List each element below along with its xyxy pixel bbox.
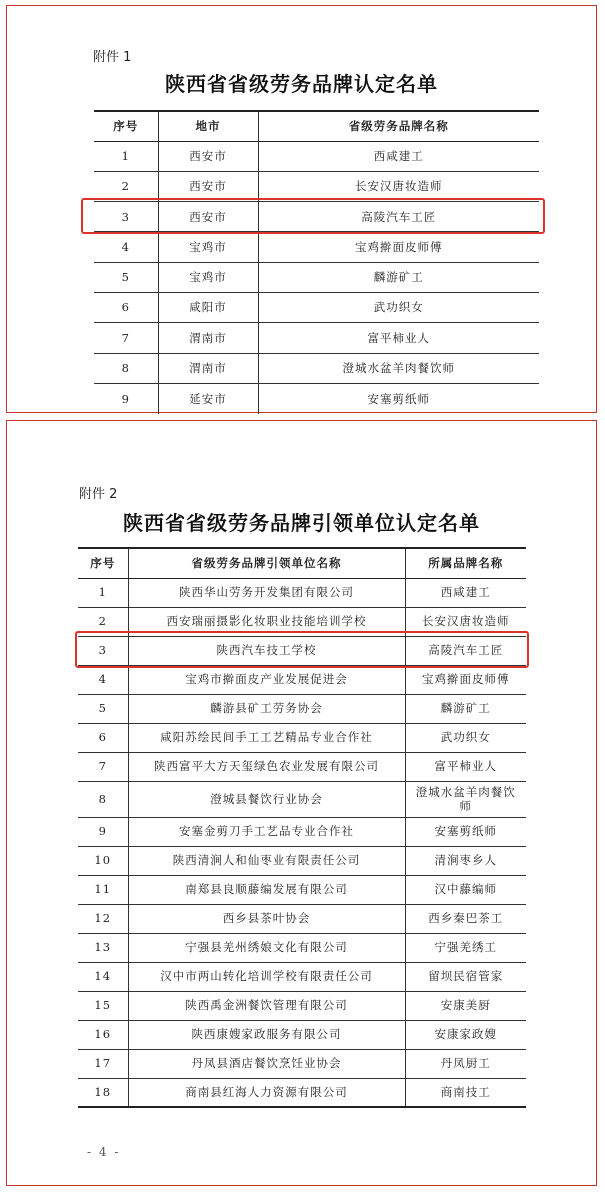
city-cell: 延安市 [158, 383, 258, 413]
serial-cell: 11 [78, 875, 128, 904]
serial-cell: 7 [94, 323, 158, 353]
brand-cell: 安康家政嫂 [405, 1020, 526, 1049]
attachment-label: 附件 1 [93, 50, 132, 65]
serial-cell: 5 [94, 262, 158, 292]
brand-cell: 长安汉唐妆造师 [258, 171, 539, 201]
page-number: - 4 - [87, 1145, 121, 1159]
serial-cell: 5 [78, 694, 128, 723]
brand-cell: 澄城水盆羊肉餐饮师 [405, 781, 526, 817]
serial-cell: 1 [94, 141, 158, 171]
table-row [78, 1020, 526, 1049]
brand-cell: 宝鸡擀面皮师傅 [258, 232, 539, 262]
serial-cell: 4 [78, 665, 128, 694]
header-serial: 序号 [94, 111, 158, 141]
unit-cell: 安塞金剪刀手工艺品专业合作社 [128, 817, 405, 846]
unit-cell: 宝鸡市擀面皮产业发展促进会 [128, 665, 405, 694]
brand-cell: 武功织女 [258, 292, 539, 322]
header-serial: 序号 [78, 548, 128, 578]
serial-cell: 6 [78, 723, 128, 752]
brand-cell: 西咸建工 [405, 578, 526, 607]
brand-cell: 安康美厨 [405, 991, 526, 1020]
unit-cell: 陕西汽车技工学校 [128, 636, 405, 665]
header-brand: 省级劳务品牌名称 [258, 111, 539, 141]
serial-cell: 8 [78, 781, 128, 817]
brand-cell: 富平柿业人 [405, 752, 526, 781]
unit-cell: 陕西富平大方天玺绿色农业发展有限公司 [128, 752, 405, 781]
brand-cell: 高陵汽车工匠 [405, 636, 526, 665]
table-row [78, 723, 526, 752]
brand-cell: 富平柿业人 [258, 323, 539, 353]
table-row [78, 781, 526, 817]
brand-cell: 汉中藤编师 [405, 875, 526, 904]
serial-cell: 16 [78, 1020, 128, 1049]
city-cell: 咸阳市 [158, 292, 258, 322]
table-row [78, 752, 526, 781]
brand-cell: 麟游矿工 [405, 694, 526, 723]
brand-cell: 安塞剪纸师 [367, 391, 430, 406]
unit-cell: 西乡县茶叶协会 [128, 904, 405, 933]
table-row [78, 875, 526, 904]
attachment-label: 附件 2 [79, 487, 118, 502]
unit-cell: 麟游县矿工劳务协会 [128, 694, 405, 723]
table-row [78, 846, 526, 875]
brand-cell: 宝鸡擀面皮师傅 [405, 665, 526, 694]
table-row [94, 323, 539, 353]
serial-cell: 13 [78, 933, 128, 962]
unit-cell: 丹凤县酒店餐饮烹饪业协会 [128, 1049, 405, 1078]
header-brand: 所属品牌名称 [405, 548, 526, 578]
header-city: 地市 [158, 111, 258, 141]
table-row [94, 292, 539, 322]
table-row [78, 933, 526, 962]
unit-cell: 南郑县良顺藤编发展有限公司 [128, 875, 405, 904]
serial-cell: 10 [78, 846, 128, 875]
serial-cell: 2 [78, 607, 128, 636]
city-cell: 西安市 [158, 202, 258, 232]
highlight-box [81, 198, 545, 234]
unit-cell: 咸阳苏绘民间手工工艺精品专业合作社 [128, 723, 405, 752]
serial-cell: 1 [78, 578, 128, 607]
city-cell: 宝鸡市 [158, 232, 258, 262]
serial-cell: 9 [94, 383, 158, 413]
labor-brand-table [94, 110, 539, 414]
unit-cell: 陕西禹金洲餐饮管理有限公司 [128, 991, 405, 1020]
document-page-2 [6, 420, 597, 1186]
table-row [78, 1049, 526, 1078]
brand-cell: 丹凤厨工 [405, 1049, 526, 1078]
brand-cell: 长安汉唐妆造师 [405, 607, 526, 636]
table-row [78, 694, 526, 723]
table-row [78, 962, 526, 991]
table-row [78, 904, 526, 933]
unit-cell: 西安瑞丽摄影化妆职业技能培训学校 [128, 607, 405, 636]
brand-cell: 商南技工 [405, 1078, 526, 1107]
brand-cell: 留坝民宿管家 [405, 962, 526, 991]
serial-cell: 9 [78, 817, 128, 846]
serial-cell: 12 [78, 904, 128, 933]
unit-cell: 商南县红海人力资源有限公司 [128, 1078, 405, 1107]
brand-cell: 安塞剪纸师 [405, 817, 526, 846]
serial-cell: 14 [78, 962, 128, 991]
unit-cell: 陕西华山劳务开发集团有限公司 [128, 578, 405, 607]
serial-cell: 3 [94, 202, 158, 232]
serial-cell: 18 [78, 1078, 128, 1107]
highlight-box [75, 631, 529, 668]
brand-cell: 高陵汽车工匠 [258, 202, 539, 232]
brand-cell: 麟游矿工 [258, 262, 539, 292]
serial-cell: 15 [78, 991, 128, 1020]
table-row [78, 665, 526, 694]
brand-cell: 西乡秦巴茶工 [405, 904, 526, 933]
table-row [94, 141, 539, 171]
table-row [94, 232, 539, 262]
city-cell: 西安市 [158, 171, 258, 201]
serial-cell: 17 [78, 1049, 128, 1078]
table-row [78, 817, 526, 846]
unit-cell: 澄城县餐饮行业协会 [128, 781, 405, 817]
brand-cell: 武功织女 [405, 723, 526, 752]
table-row [94, 262, 539, 292]
table-row [78, 991, 526, 1020]
serial-cell: 7 [78, 752, 128, 781]
table-header-row [94, 111, 539, 141]
serial-cell: 2 [94, 171, 158, 201]
brand-cell: 清涧枣乡人 [405, 846, 526, 875]
table-row [78, 578, 526, 607]
page-title: 陕西省省级劳务品牌引领单位认定名单 [123, 511, 480, 535]
unit-cell: 陕西清涧人和仙枣业有限责任公司 [128, 846, 405, 875]
document-page-1 [6, 5, 597, 413]
header-unit: 省级劳务品牌引领单位名称 [128, 548, 405, 578]
city-cell: 渭南市 [158, 353, 258, 383]
serial-cell: 6 [94, 292, 158, 322]
serial-cell: 4 [94, 232, 158, 262]
table-row [94, 353, 539, 383]
brand-cell: 西咸建工 [258, 141, 539, 171]
serial-cell: 3 [78, 636, 128, 665]
city-cell: 渭南市 [158, 323, 258, 353]
unit-cell: 陕西康嫂家政服务有限公司 [128, 1020, 405, 1049]
unit-cell: 汉中市两山转化培训学校有限责任公司 [128, 962, 405, 991]
brand-cell: 澄城水盆羊肉餐饮师 [258, 353, 539, 383]
city-cell: 西安市 [158, 141, 258, 171]
page-title: 陕西省省级劳务品牌认定名单 [165, 72, 438, 96]
serial-cell: 8 [94, 353, 158, 383]
table-row [94, 383, 539, 413]
unit-cell: 宁强县羌州绣娘文化有限公司 [128, 933, 405, 962]
table-row [78, 1078, 526, 1107]
brand-cell: 宁强羌绣工 [405, 933, 526, 962]
table-header-row [78, 548, 526, 578]
city-cell: 宝鸡市 [158, 262, 258, 292]
